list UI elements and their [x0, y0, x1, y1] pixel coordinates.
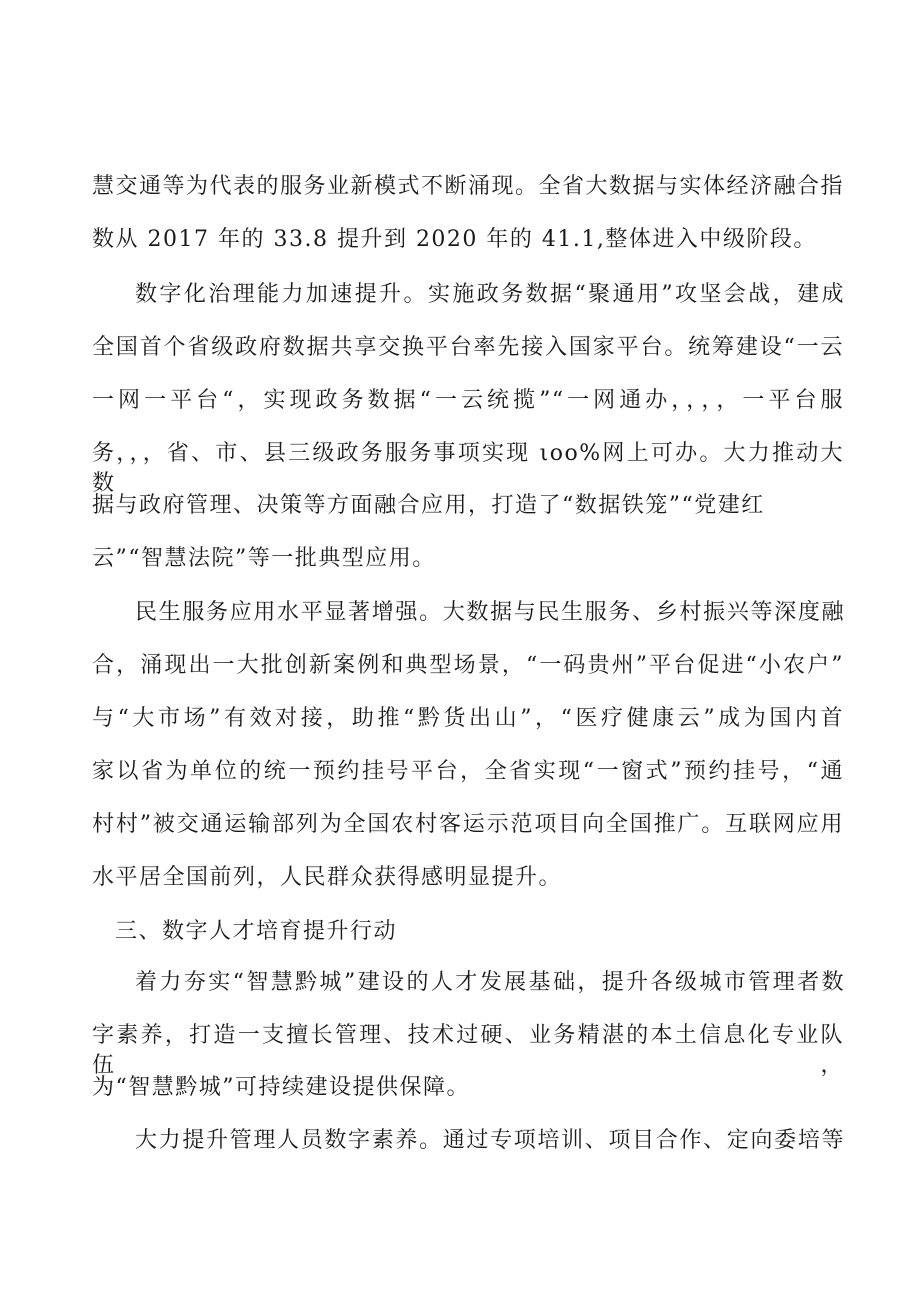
- text-line: 水平居全国前列，人民群众获得感明显提升。: [92, 865, 563, 890]
- text-line: 与“大市场”有效对接，助推“黔货出山”，“医疗健康云”成为国内首: [92, 706, 844, 731]
- paragraph-start-line: 大力提升管理人员数字素养。通过专项培训、项目合作、定向委培等: [135, 1128, 845, 1153]
- text-line: 慧交通等为代表的服务业新模式不断涌现。全省大数据与实体经济融合指: [92, 174, 845, 199]
- text-line: 合，涌现出一大批创新案例和典型场景，“一码贵州”平台促进“小农户”: [92, 653, 844, 678]
- text-line: 数从 2017 年的 33.8 提升到 2020 年的 41.1,整体进入中级阶段。: [92, 227, 817, 252]
- text-line: 据与政府管理、决策等方面融合应用，打造了“数据铁笼”“党建红: [92, 493, 765, 518]
- text-line: 家以省为单位的统一预约挂号平台，全省实现“一窗式”预约挂号，“通: [92, 759, 844, 784]
- paragraph-start-line: 民生服务应用水平显著增强。大数据与民生服务、乡村振兴等深度融: [135, 600, 845, 625]
- text-line: 全国首个省级政府数据共享交换平台率先接入国家平台。统筹建设“一云: [92, 335, 844, 360]
- text-line: 云”“智慧法院”等一批典型应用。: [92, 546, 436, 571]
- paragraph-start-line: 着力夯实“智慧黔城”建设的人才发展基础，提升各级城市管理者数: [135, 970, 845, 995]
- text-line: 字素养，打造一支擅长管理、技术过硬、业务精湛的本土信息化专业队伍，: [92, 1023, 844, 1078]
- text-line: 为“智慧黔城”可持续建设提供保障。: [92, 1075, 470, 1100]
- text-line: 一网一平台“，实现政务数据“一云统揽”“一网通办，，，，一平台服: [92, 388, 844, 413]
- text-line: 务，，，省、市、县三级政务服务事项实现 ιoo%网上可办。大力推动大数: [92, 441, 844, 496]
- section-heading: 三、数字人才培育提升行动: [115, 919, 398, 944]
- text-line: 村村”被交通运输部列为全国农村客运示范项目向全国推广。互联网应用: [92, 812, 844, 837]
- paragraph-start-line: 数字化治理能力加速提升。实施政务数据“聚通用”攻坚会战，建成: [135, 282, 845, 307]
